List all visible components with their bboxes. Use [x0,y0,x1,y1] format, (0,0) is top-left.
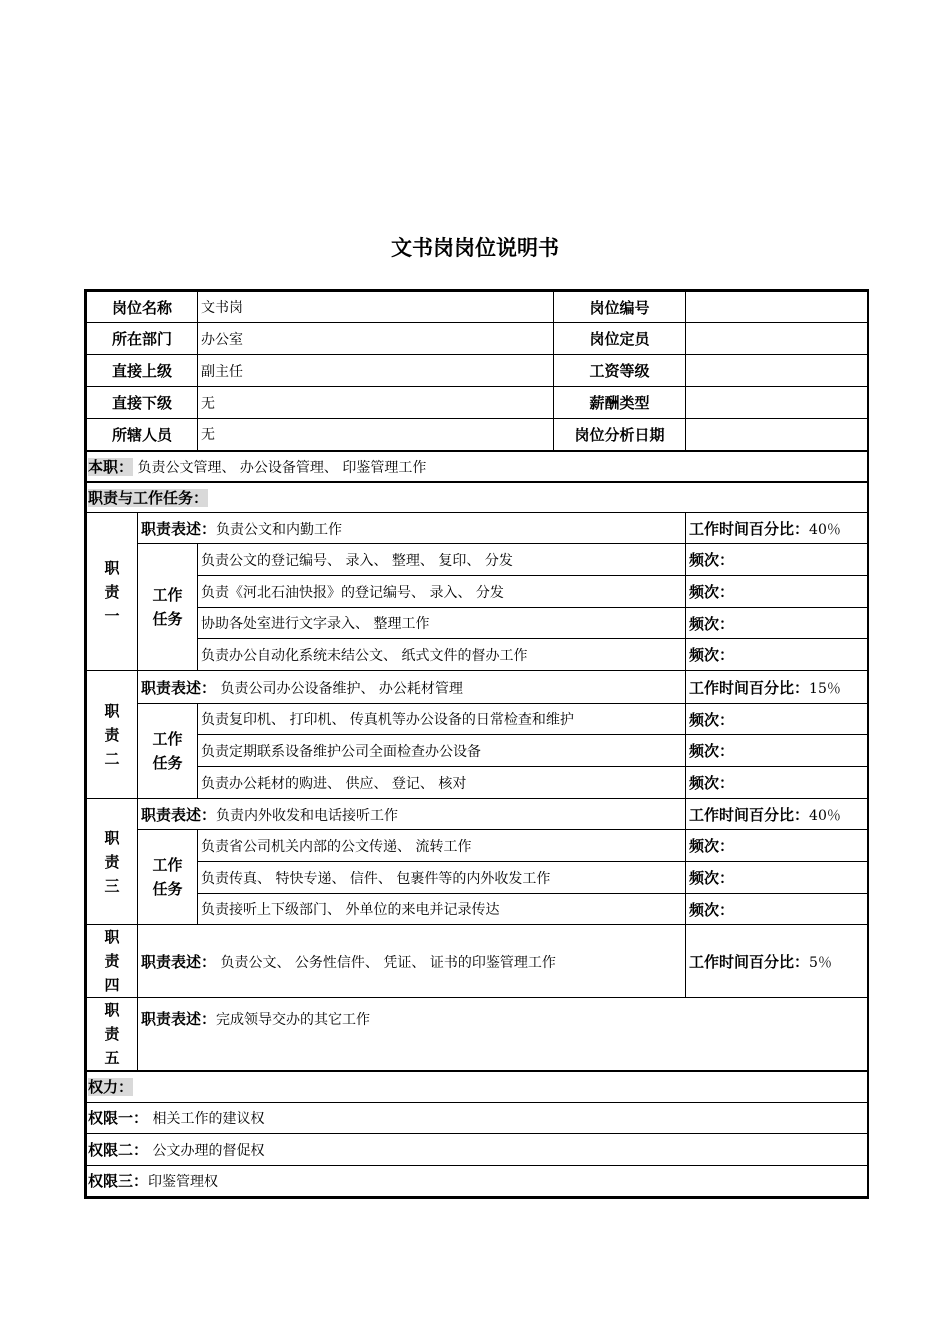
basic-row [87,355,868,387]
field-label: 直接上级 [87,355,198,387]
duty-name [87,671,138,799]
duty-desc: 负责公文和内勤工作 [216,521,343,538]
duty-name-text: 职责二 [104,701,120,768]
field-value [686,419,868,451]
field-label: 岗位分析日期 [554,419,686,451]
field-value: 无 [198,387,554,419]
duty-desc-row [87,998,868,1072]
duty-desc-label: 职责表述： [141,805,217,824]
task-row [87,735,868,767]
freq-label: 频次： [686,639,868,671]
task-row [87,862,868,894]
power-header-row [87,1071,868,1102]
field-label: 岗位名称 [87,292,198,323]
task-row [87,639,868,671]
basic-row [87,387,868,419]
field-value: 无 [198,419,554,451]
duty-desc-label: 职责表述： [141,952,217,971]
pct-label: 工作时间百分比： [689,678,810,697]
freq-label: 频次： [686,735,868,767]
task-row [87,830,868,862]
duty-name-text: 职责五 [104,1001,120,1067]
duty-desc-row [87,513,868,544]
task-text: 负责办公自动化系统未结公文、 纸式文件的督办工作 [198,639,686,671]
pct-value: 5％ [809,954,832,971]
task-text: 协助各处室进行文字录入、 整理工作 [198,608,686,639]
benzhi-row [87,451,868,482]
field-label: 岗位编号 [554,292,686,323]
duty-name-text: 职责四 [104,928,120,994]
duty-desc: 完成领导交办的其它工作 [216,1012,371,1028]
task-row [87,576,868,608]
power-text: 公文办理的督促权 [152,1142,265,1159]
pct-label: 工作时间百分比： [689,805,810,824]
duty-name-text: 职责一 [104,558,120,625]
duty-name-text: 职责三 [104,828,120,895]
task-text: 负责复印机、 打印机、 传真机等办公设备的日常检查和维护 [198,704,686,735]
field-value [686,292,868,323]
task-row [87,608,868,639]
task-label [138,704,198,799]
task-text: 负责办公耗材的购进、 供应、 登记、 核对 [198,767,686,799]
benzhi-text: 负责公文管理、 办公设备管理、 印鉴管理工作 [137,459,427,476]
power-row [87,1165,868,1196]
pct-value: 40％ [809,807,841,824]
task-label [138,544,198,671]
duty-desc-row [87,671,868,704]
power-label: 权限三： [88,1172,149,1190]
duty-desc-label: 职责表述： [141,1010,217,1028]
freq-label: 频次： [686,830,868,862]
duty-desc: 负责内外收发和电话接听工作 [216,807,399,824]
field-label: 工资等级 [554,355,686,387]
power-label: 权限二： [88,1140,149,1159]
task-row [87,767,868,799]
duty-desc: 负责公司办公设备维护、 办公耗材管理 [220,680,463,697]
freq-label: 频次： [686,862,868,894]
task-text: 负责《河北石油快报》的登记编号、 录入、 分发 [198,576,686,608]
page-title: 文书岗岗位说明书 [391,236,559,260]
field-value: 办公室 [198,323,554,355]
field-label: 岗位定员 [554,323,686,355]
task-row [87,544,868,576]
duty-desc-row [87,799,868,830]
freq-label: 频次： [686,767,868,799]
basic-row [87,323,868,355]
power-text: 相关工作的建议权 [152,1111,265,1127]
task-row [87,704,868,735]
duty-desc-row [87,925,868,998]
duties-header-row [87,482,868,513]
pct-value: 15％ [809,680,841,697]
task-label-text: 工作任务 [152,730,183,772]
benzhi-label: 本职： [88,457,134,476]
power-header: 权力： [88,1078,134,1097]
field-value: 文书岗 [198,292,554,323]
field-value: 副主任 [198,355,554,387]
task-text: 负责接听上下级部门、 外单位的来电并记录传达 [198,894,686,925]
duty-desc-label: 职责表述： [141,519,217,538]
power-row [87,1133,868,1165]
power-text: 印鉴管理权 [148,1174,219,1190]
field-label: 直接下级 [87,387,198,419]
job-description-table [84,289,869,1199]
task-label-text: 工作任务 [152,586,183,628]
freq-label: 频次： [686,704,868,735]
task-text: 负责省公司机关内部的公文传递、 流转工作 [198,830,686,862]
field-label: 所在部门 [87,323,198,355]
field-label: 所辖人员 [87,419,198,451]
power-row [87,1102,868,1133]
field-label: 薪酬类型 [554,387,686,419]
freq-label: 频次： [686,894,868,925]
task-text: 负责公文的登记编号、 录入、 整理、 复印、 分发 [198,544,686,576]
freq-label: 频次： [686,608,868,639]
pct-label: 工作时间百分比： [689,519,810,538]
pct-label: 工作时间百分比： [689,952,810,971]
field-value [686,387,868,419]
duty-name [87,799,138,925]
task-row [87,894,868,925]
power-label: 权限一： [88,1109,149,1127]
duty-name [87,513,138,671]
task-label [138,830,198,925]
basic-row [87,419,868,451]
task-text: 负责定期联系设备维护公司全面检查办公设备 [198,735,686,767]
duty-name [87,998,138,1072]
duties-header: 职责与工作任务： [88,488,209,507]
field-value [686,355,868,387]
task-text: 负责传真、 特快专递、 信件、 包裹件等的内外收发工作 [198,862,686,894]
basic-row [87,292,868,323]
duty-desc-label: 职责表述： [141,678,217,697]
freq-label: 频次： [686,544,868,576]
duty-desc: 负责公文、 公务性信件、 凭证、 证书的印鉴管理工作 [220,954,556,971]
pct-value: 40％ [809,521,841,538]
task-label-text: 工作任务 [152,856,183,898]
duty-name [87,925,138,998]
freq-label: 频次： [686,576,868,608]
field-value [686,323,868,355]
